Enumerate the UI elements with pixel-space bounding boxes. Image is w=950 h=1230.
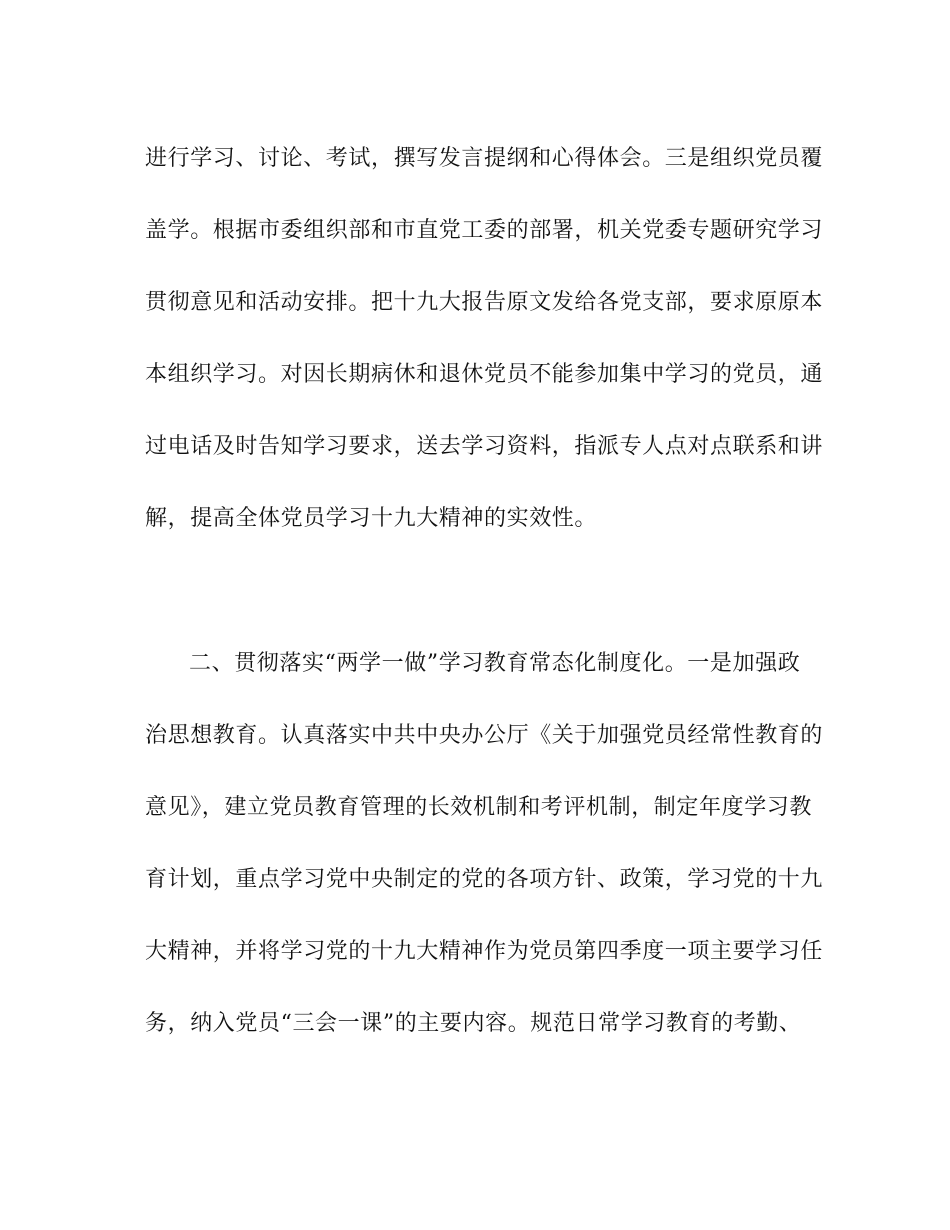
- paragraph-line: 过电话及时告知学习要求，送去学习资料，指派专人点对点联系和讲: [145, 434, 824, 459]
- paragraph-line: 治思想教育。认真落实中共中央办公厅《关于加强党员经常性教育的: [145, 723, 824, 748]
- paragraph-line: 务，纳入党员“三会一课”的主要内容。规范日常学习教育的考勤、: [145, 1011, 802, 1036]
- paragraph-line: 育计划，重点学习党中央制定的党的各项方针、政策，学习党的十九: [145, 867, 824, 892]
- paragraph-line: 二、贯彻落实“两学一做”学习教育常态化制度化。一是加强政: [189, 651, 801, 676]
- paragraph-line: 盖学。根据市委组织部和市直党工委的部署，机关党委专题研究学习: [145, 218, 824, 243]
- paragraph-line: 意见》，建立党员教育管理的长效机制和考评机制，制定年度学习教: [145, 795, 813, 820]
- paragraph-line: 进行学习、讨论、考试，撰写发言提纲和心得体会。三是组织党员覆: [145, 146, 824, 171]
- paragraph-line: 大精神，并将学习党的十九大精神作为党员第四季度一项主要学习任: [145, 939, 824, 964]
- paragraph-line: 解，提高全体党员学习十九大精神的实效性。: [145, 506, 598, 531]
- paragraph-line: 贯彻意见和活动安排。把十九大报告原文发给各党支部，要求原原本: [145, 290, 824, 315]
- paragraph-line: 本组织学习。对因长期病休和退休党员不能参加集中学习的党员，通: [145, 362, 824, 387]
